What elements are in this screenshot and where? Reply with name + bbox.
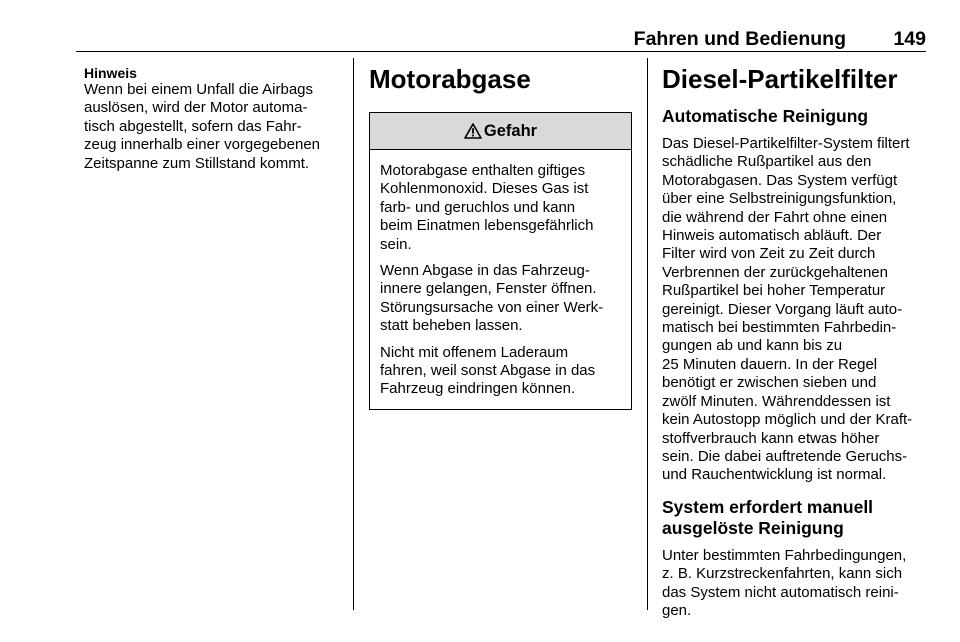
column-divider-left <box>353 58 354 610</box>
note-line: auslösen, wird der Motor automa- <box>84 99 308 117</box>
warning-line: Störungsursache von einer Werk- <box>380 298 604 316</box>
text-line: die während der Fahrt ohne einen <box>662 208 888 226</box>
paragraph <box>662 135 932 485</box>
subsection-manual-cleaning <box>662 497 932 621</box>
warning-paragraph <box>380 262 621 336</box>
text-line: Motorabgasen. Das System verfügt <box>662 171 898 189</box>
text-line: z. B. Kurzstreckenfahrten, kann sich <box>662 565 903 583</box>
warning-header <box>370 113 631 150</box>
warning-line: Fahrzeug eindringen können. <box>380 380 576 398</box>
warning-label: Gefahr <box>483 121 538 140</box>
note-line: Wenn bei einem Unfall die Airbags <box>84 81 314 98</box>
warning-triangle-icon <box>464 123 482 139</box>
warning-box <box>369 112 632 410</box>
text-line: zwölf Minuten. Währenddessen ist <box>662 392 891 410</box>
text-line: gereinigt. Dieser Vorgang läuft auto- <box>662 300 903 318</box>
page-number: 149 <box>893 28 926 50</box>
text-line: matisch bei bestimmten Fahrbedin- <box>662 319 897 337</box>
paragraph <box>662 547 932 621</box>
section-title-motorabgase: Motorabgase <box>369 64 531 94</box>
note-column <box>84 65 346 173</box>
text-line: kein Autostopp möglich und der Kraft- <box>662 411 913 429</box>
warning-line: statt beheben lassen. <box>380 317 523 335</box>
subsection-automatic-cleaning <box>662 106 932 485</box>
warning-line: Wenn Abgase in das Fahrzeug- <box>380 262 590 280</box>
note-line: Zeitspanne zum Stillstand kommt. <box>84 154 310 172</box>
column-divider-right <box>647 58 648 610</box>
text-line: Rußpartikel bei hoher Temperatur <box>662 282 886 300</box>
warning-line: farb- und geruchlos und kann <box>380 198 576 216</box>
warning-paragraph <box>380 344 621 399</box>
warning-line: Nicht mit offenem Laderaum <box>380 343 569 361</box>
text-line: gungen ab und kann bis zu <box>662 337 843 355</box>
warning-line: beim Einatmen lebensgefährlich <box>380 217 594 235</box>
text-line: Unter bestimmten Fahrbedingungen, <box>662 546 907 564</box>
subsection-title: Automatische Reinigung <box>662 106 869 126</box>
dpf-column <box>662 64 932 620</box>
text-line: über eine Selbstreinigungsfunktion, <box>662 190 897 208</box>
exhaust-column <box>369 64 631 410</box>
note-line: zeug innerhalb einer vorgegebenen <box>84 136 321 154</box>
warning-line: Motorabgase enthalten giftiges <box>380 162 586 179</box>
note-text <box>84 81 346 173</box>
warning-line: sein. <box>380 235 412 253</box>
text-line: benötigt er zwischen sieben und <box>662 374 877 392</box>
text-line: sein. Die dabei auftretende Geruchs- <box>662 447 908 465</box>
text-line: schädliche Rußpartikel aus den <box>662 153 872 171</box>
warning-line: innere gelangen, Fenster öffnen. <box>380 280 597 298</box>
warning-paragraph <box>380 162 621 254</box>
subsection-title: ausgelöste Reinigung <box>662 517 844 538</box>
text-line: Das Diesel-Partikelfilter-System filtert <box>662 135 910 152</box>
note-heading: Hinweis <box>84 65 137 81</box>
text-line: Verbrennen der zurückgehaltenen <box>662 263 888 281</box>
subsection-title: System erfordert manuell <box>662 496 874 517</box>
text-line: gen. <box>662 601 692 619</box>
warning-line: Kohlenmonoxid. Dieses Gas ist <box>380 180 589 198</box>
text-line: und Rauchentwicklung ist normal. <box>662 466 887 484</box>
section-title-diesel-partikelfilter: Diesel-Partikelfilter <box>662 64 898 94</box>
text-line: Hinweis automatisch abläuft. Der <box>662 227 882 245</box>
text-line: Filter wird von Zeit zu Zeit durch <box>662 245 876 263</box>
note-line: tisch abgestellt, sofern das Fahr- <box>84 117 302 135</box>
text-line: das System nicht automatisch reini- <box>662 583 899 601</box>
page-header <box>76 22 926 52</box>
warning-body <box>370 150 631 409</box>
text-line: 25 Minuten dauern. In der Regel <box>662 355 878 373</box>
chapter-title: Fahren und Bedienung <box>633 28 846 50</box>
text-line: stoffverbrauch kann etwas höher <box>662 429 880 447</box>
header-rule <box>76 51 926 52</box>
warning-line: fahren, weil sonst Abgase in das <box>380 362 596 380</box>
